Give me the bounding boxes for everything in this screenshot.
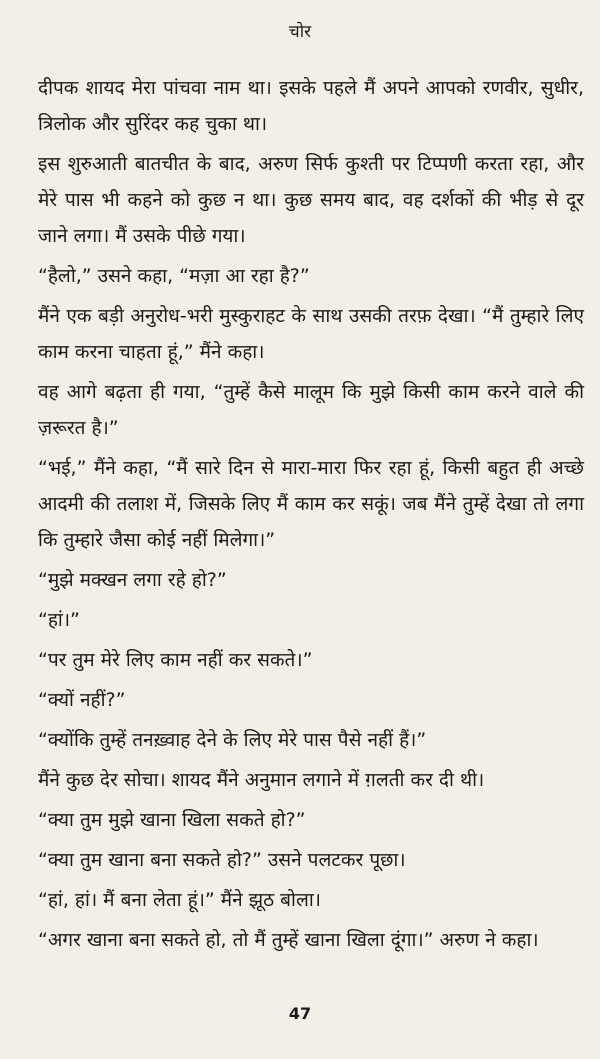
paragraph: वह आगे बढ़ता ही गया, “तुम्हें कैसे मालूम कि मुझे किसी काम करने वाले की ज़रूरत है।” <box>38 381 584 439</box>
paragraph: इस शुरुआती बातचीत के बाद, अरुण सिर्फ कुश्ती पर टिप्पणी करता रहा, और मेरे पास भी कहने को कुछ न था। कुछ समय बाद, वह दर्शकों की भीड़ से दूर जाने लगा। मैं उसके पीछे गया। <box>38 153 584 247</box>
page-body-text <box>38 70 584 962</box>
paragraph: “मुझे मक्खन लगा रहे हो?” <box>38 569 227 591</box>
paragraph: “पर तुम मेरे लिए काम नहीं कर सकते।” <box>38 649 313 671</box>
paragraph: “क्योंकि तुम्हें तनख़्वाह देने के लिए मेरे पास पैसे नहीं हैं।” <box>38 729 427 751</box>
paragraph: मैंने एक बड़ी अनुरोध-भरी मुस्कुराहट के साथ उसकी तरफ़ देखा। “मैं तुम्हारे लिए काम करना चाहता हूं,” मैंने कहा। <box>38 305 584 363</box>
paragraph: “क्या तुम खाना बना सकते हो?” उसने पलटकर पूछा। <box>38 849 406 871</box>
paragraph: “हैलो,” उसने कहा, “मज़ा आ रहा है?” <box>38 265 310 287</box>
paragraph: “क्या तुम मुझे खाना खिला सकते हो?” <box>38 809 306 831</box>
paragraph: दीपक शायद मेरा पांचवा नाम था। इसके पहले मैं अपने आपको रणवीर, सुधीर, त्रिलोक और सुरिंदर कह चुका था। <box>38 77 584 135</box>
page-header-title: चोर <box>288 22 312 42</box>
paragraph: “हां, हां। मैं बना लेता हूं।” मैंने झूठ बोला। <box>38 889 321 911</box>
paragraph: “हां।” <box>38 609 80 631</box>
paragraph: “भई,” मैंने कहा, “मैं सारे दिन से मारा-मारा फिर रहा हूं, किसी बहुत ही अच्छे आदमी की तलाश में, जिसके लिए मैं काम कर सकूं। जब मैंने तुम्हें देखा तो लगा कि तुम्हारे जैसा कोई नहीं मिलेगा।” <box>38 457 584 551</box>
paragraph: “क्यों नहीं?” <box>38 689 126 711</box>
paragraph: “अगर खाना बना सकते हो, तो मैं तुम्हें खाना खिला दूंगा।” अरुण ने कहा। <box>38 929 539 951</box>
paragraph: मैंने कुछ देर सोचा। शायद मैंने अनुमान लगाने में ग़लती कर दी थी। <box>38 769 485 791</box>
page-number: 47 <box>288 1004 312 1023</box>
